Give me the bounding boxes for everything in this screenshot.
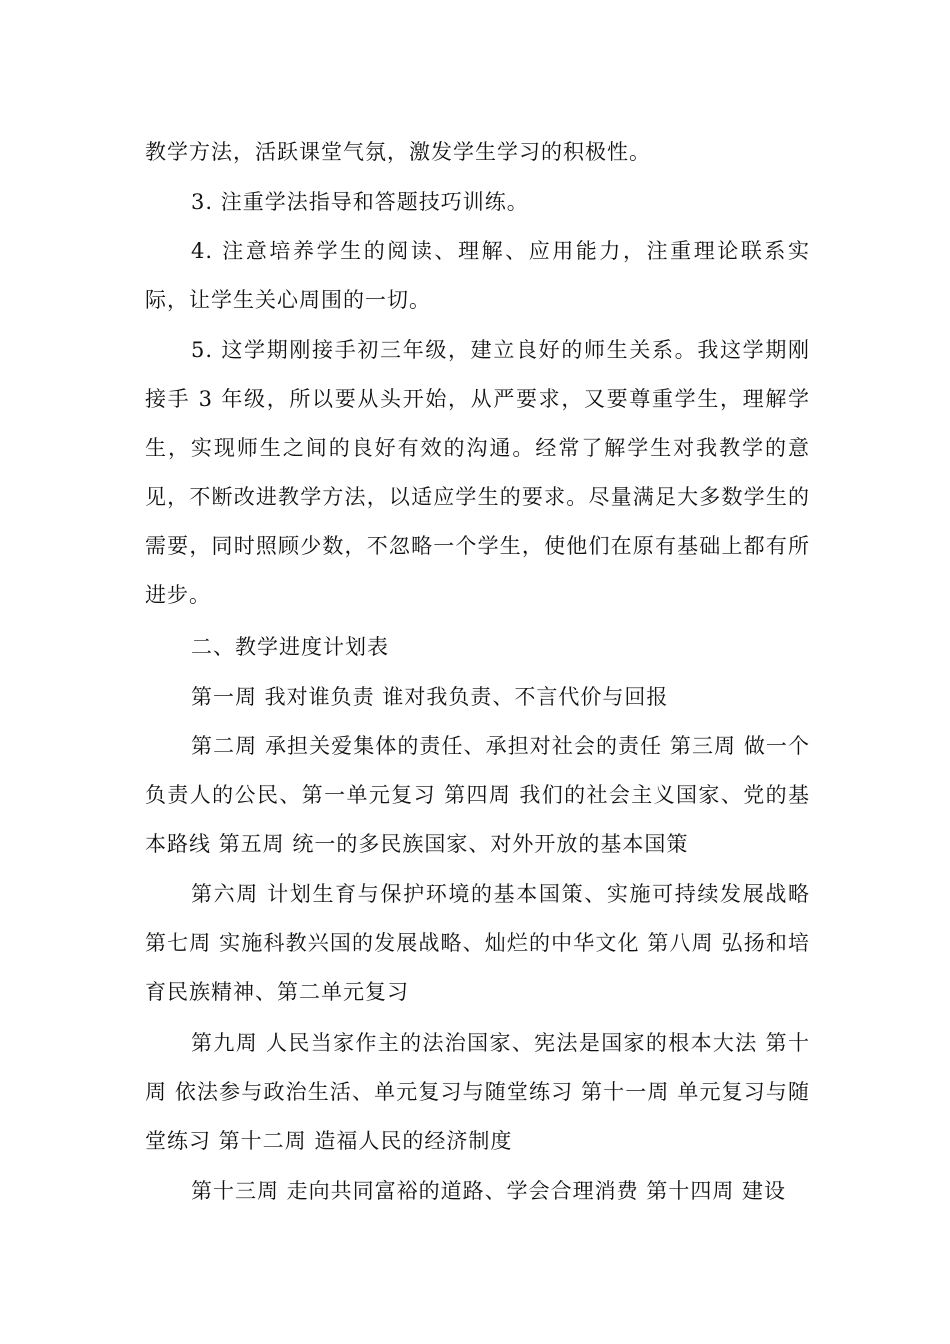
schedule-weeks-6-8: 第六周 计划生育与保护环境的基本国策、实施可持续发展战略第七周 实施科教兴国的发展战略、灿烂的中华文化 第八周 弘扬和培育民族精神、第二单元复习 bbox=[145, 882, 810, 1004]
schedule-week-1: 第一周 我对谁负责 谁对我负责、不言代价与回报 bbox=[191, 685, 669, 709]
paragraph-continuation: 教学方法，活跃课堂气氛，激发学生学习的积极性。 bbox=[145, 140, 651, 164]
paragraph-item-3: 3. 注重学法指导和答题技巧训练。 bbox=[191, 190, 529, 214]
schedule-weeks-2-5: 第二周 承担关爱集体的责任、承担对社会的责任 第三周 做一个负责人的公民、第一单元复习 第四周 我们的社会主义国家、党的基本路线 第五周 统一的多民族国家、对外开放的基本国策 bbox=[145, 734, 810, 856]
schedule-weeks-9-12: 第九周 人民当家作主的法治国家、宪法是国家的根本大法 第十周 依法参与政治生活、单元复习与随堂练习 第十一周 单元复习与随堂练习 第十二周 造福人民的经济制度 bbox=[145, 1031, 810, 1153]
schedule-weeks-13-14: 第十三周 走向共同富裕的道路、学会合理消费 第十四周 建设 bbox=[191, 1179, 787, 1203]
paragraph-item-5: 5. 这学期刚接手初三年级，建立良好的师生关系。我这学期刚接手 3 年级，所以要从头开始，从严要求，又要尊重学生，理解学生，实现师生之间的良好有效的沟通。经常了解学生对我教学的意见，不断改进教学方法，以适应学生的要求。尽量满足大多数学生的需要，同时照顾少数，不忽略一个学生，使他们在原有基础上都有所进步。 bbox=[145, 338, 810, 607]
section-heading: 二、教学进度计划表 bbox=[191, 635, 389, 659]
paragraph-item-4: 4. 注意培养学生的阅读、理解、应用能力，注重理论联系实际，让学生关心周围的一切。 bbox=[145, 239, 810, 312]
